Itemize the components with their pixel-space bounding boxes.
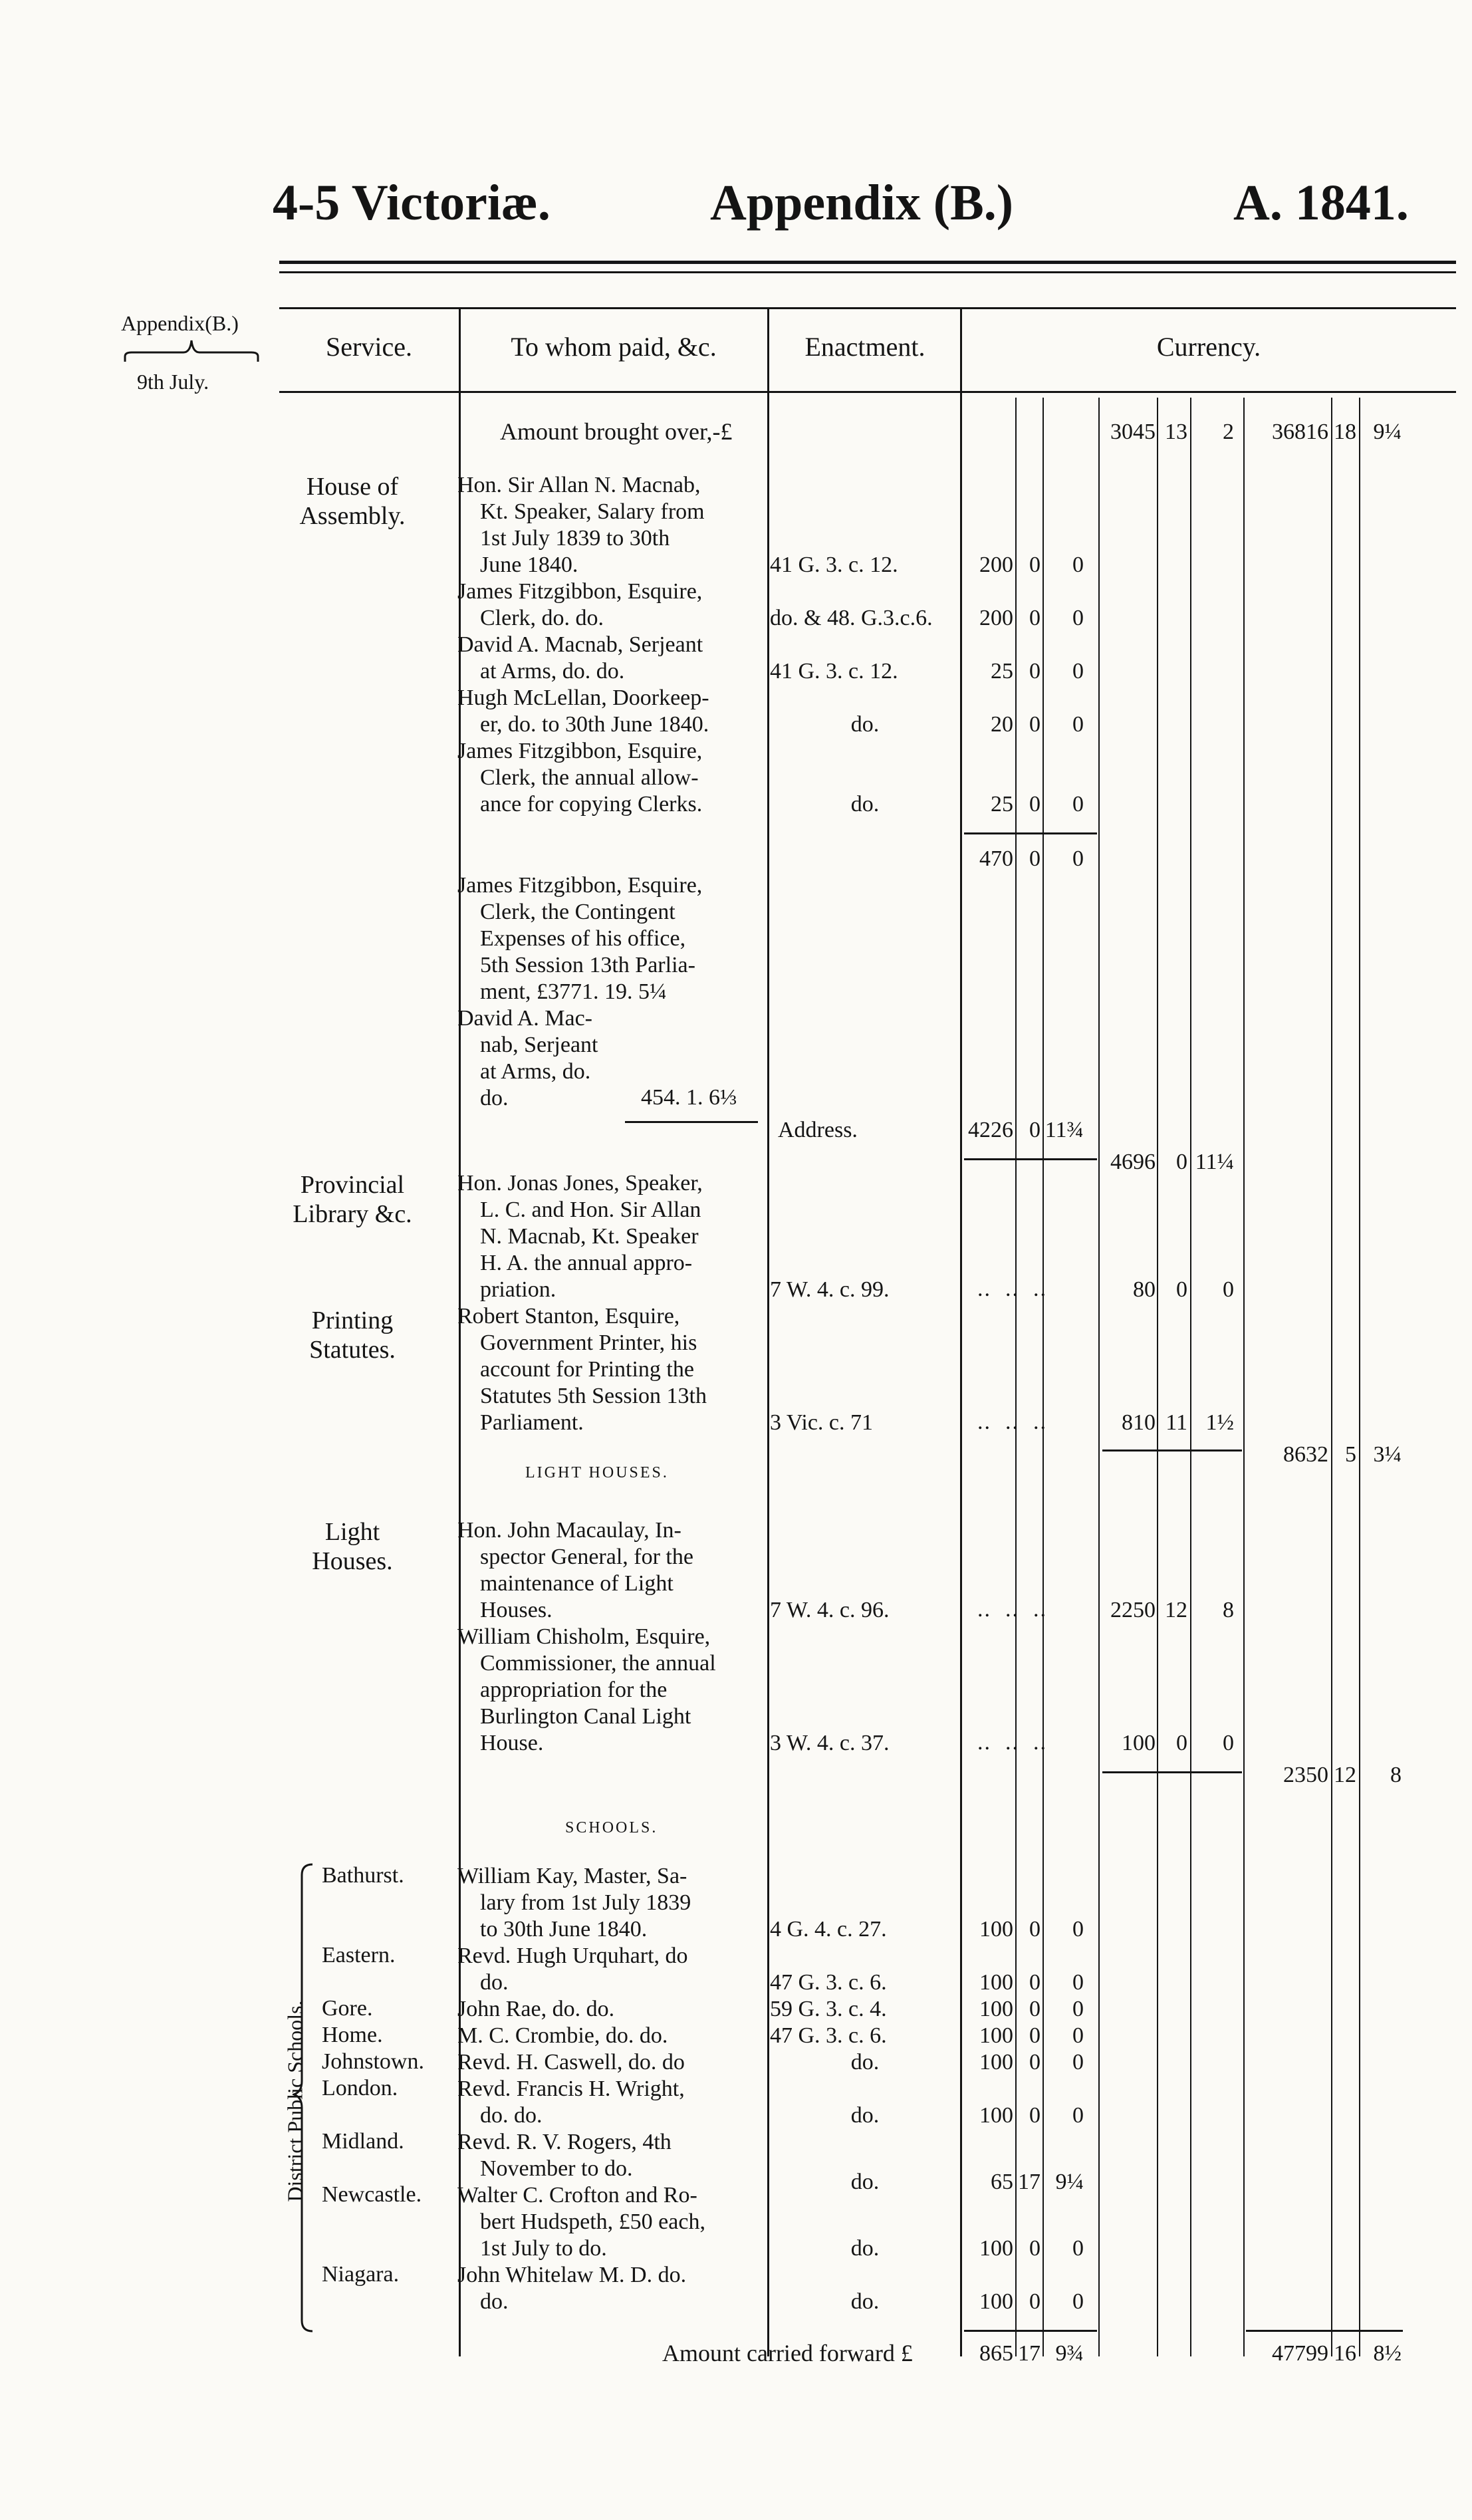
total-pounds: 4696 [1110,1150,1156,1174]
margin-note-date: 9th July. [137,370,209,394]
payee-entry: John Whitelaw M. D. do. do. [457,2263,687,2314]
subtotal-rule [964,832,1097,834]
enactment: do. [850,2103,880,2128]
amount-pounds: 100 [979,2050,1013,2075]
enactment: 3 W. 4. c. 37. [770,1731,890,1755]
amount-pence: 0 [1072,1917,1084,1942]
enactment: 59 G. 3. c. 4. [770,1997,887,2021]
amount-pounds: 80 [1133,1277,1156,1302]
amount-pounds: 200 [979,606,1013,630]
page-header-left: 4-5 Victoriæ. [273,175,551,231]
amount-pounds: 20 [991,712,1013,737]
amount-pence: 8½ [1373,2341,1402,2366]
amount-pence: 2 [1223,420,1234,444]
subtotal-rule [1102,1449,1242,1451]
section-title-light-houses: LIGHT HOUSES. [525,1464,669,1481]
enactment: do. [850,2050,880,2075]
carried-forward-label: Amount carried forward £ [662,2340,913,2366]
subtotal-rule [1102,1771,1242,1773]
district-name: Johnstown. [322,2049,424,2074]
amount-pence: 0 [1072,2050,1084,2075]
table-top-rule [279,307,1456,309]
amount-pence: 0 [1072,2289,1084,2314]
amount-pounds: 65 [991,2170,1013,2194]
amount-shillings: 0 [1029,606,1041,630]
amount-pounds: 47799 [1272,2341,1328,2366]
amount-pounds: 100 [979,2103,1013,2128]
amount-pence: 0 [1223,1277,1234,1302]
amount-shillings: 0 [1176,1277,1187,1302]
column-header-service: Service. [326,332,412,362]
enactment: do. [850,2236,880,2261]
enactment: 3 Vic. c. 71 [770,1410,874,1435]
brought-over-label: Amount brought over,-£ [500,418,733,445]
amount-shillings: 12 [1165,1598,1187,1622]
amount-pence: 0 [1072,2103,1084,2128]
amount-shillings: 0 [1029,1917,1041,1942]
enactment: 41 G. 3. c. 12. [770,659,898,684]
total-pence: 11¼ [1195,1150,1234,1174]
amount-shillings: 0 [1029,712,1041,737]
amount-pounds: 100 [1122,1731,1156,1755]
amount-pence: 9¾ [1055,2341,1084,2366]
margin-brace-icon [122,338,262,364]
district-name: Bathurst. [322,1863,404,1888]
amount-pence: 0 [1072,553,1084,577]
total-pounds: 8632 [1283,1442,1328,1467]
amount-shillings: 0 [1029,2103,1041,2128]
amount-pounds: 100 [979,2023,1013,2048]
enactment: 7 W. 4. c. 99. [770,1277,890,1302]
amount-pounds: 100 [979,2236,1013,2261]
column-header-to-whom: To whom paid, &c. [511,332,717,362]
service-light-houses: Light Houses. [312,1518,393,1575]
service-house-of-assembly: House of Assembly. [299,473,406,530]
enactment: do. & 48. G.3.c.6. [770,606,933,630]
payee-entry: Revd. Hugh Urquhart, do do. [457,1944,688,1995]
amount-pounds: 100 [979,1970,1013,1995]
amount-pence: 9¼ [1055,2170,1084,2194]
leader-dots: .. .. .. [977,1277,1047,1301]
amount-shillings: 18 [1334,420,1356,444]
district-name: Midland. [322,2129,404,2154]
district-name: Home. [322,2023,383,2047]
service-printing-statutes: Printing Statutes. [309,1307,396,1364]
payee-entry: Revd. R. V. Rogers, 4th November to do. [457,2130,672,2181]
amount-pence: 0 [1072,1997,1084,2021]
leader-dots: .. .. .. [977,1730,1047,1755]
column-divider [1098,398,1100,2356]
enactment: do. [850,2170,880,2194]
enactment: 47 G. 3. c. 6. [770,1970,887,1995]
enactment: do. [850,712,880,737]
district-name: Gore. [322,1996,373,2021]
column-divider [1359,398,1360,2356]
amount-pounds: 810 [1122,1410,1156,1435]
header-rule-thin [279,271,1456,273]
amount-shillings: 0 [1029,2236,1041,2261]
district-name: Newcastle. [322,2182,422,2207]
column-header-enactment: Enactment. [804,332,925,362]
contingent-rule [625,1121,758,1123]
subtotal-pounds: 470 [979,846,1013,871]
amount-pence: 0 [1072,2236,1084,2261]
payee-entry: John Rae, do. do. [457,1997,615,2021]
amount-shillings: 0 [1029,2050,1041,2075]
amount-shillings: 0 [1029,659,1041,684]
amount-shillings: 0 [1176,1731,1187,1755]
district-name: London. [322,2076,398,2100]
amount-shillings: 0 [1029,1970,1041,1995]
amount-pounds: 36816 [1272,420,1328,444]
column-divider [767,307,769,2356]
amount-shillings: 0 [1029,2023,1041,2048]
contingent-serjeant-amount: 454. 1. 6⅓ [641,1085,737,1110]
amount-shillings: 17 [1018,2170,1041,2194]
amount-pounds: 4226 [968,1118,1013,1142]
column-divider [1190,398,1191,2356]
amount-pounds: 100 [979,1997,1013,2021]
amount-pence: 8 [1223,1598,1234,1622]
amount-pence: 0 [1072,1970,1084,1995]
schools-bracket-label: District Public Schools. [283,2000,307,2202]
column-divider [1243,398,1245,2356]
amount-shillings: 0 [1029,1997,1041,2021]
payee-entry: James Fitzgibbon, Esquire, Clerk, the annual allow- ance for copying Clerks. [457,739,703,817]
payee-entry: Hon. Jonas Jones, Speaker, L. C. and Hon. Sir Allan N. Macnab, Kt. Speaker H. A. the annual appro- priation. [457,1171,703,1302]
payee-entry: David A. Macnab, Serjeant at Arms, do. do. [457,632,703,684]
payee-entry: Revd. H. Caswell, do. do [457,2050,685,2075]
district-name: Eastern. [322,1943,396,1967]
amount-shillings: 0 [1029,1118,1041,1142]
subtotal-shillings: 0 [1029,846,1041,871]
district-name: Niagara. [322,2262,400,2287]
payee-entry: William Chisholm, Esquire, Commissioner, the annual appropriation for the Burlington Canal Light House. [457,1624,716,1755]
enactment: 4 G. 4. c. 27. [770,1917,887,1942]
amount-pence: 0 [1072,792,1084,817]
amount-shillings: 0 [1029,792,1041,817]
amount-pounds: 200 [979,553,1013,577]
amount-pence: 11¾ [1044,1118,1084,1142]
enactment: 47 G. 3. c. 6. [770,2023,887,2048]
amount-pence: 0 [1072,712,1084,737]
amount-pounds: 2250 [1110,1598,1156,1622]
section-title-schools: SCHOOLS. [565,1819,658,1836]
payee-entry: Walter C. Crofton and Ro- bert Hudspeth, £50 each, 1st July to do. [457,2183,705,2261]
amount-pence: 0 [1072,606,1084,630]
amount-pounds: 3045 [1110,420,1156,444]
column-header-rule [279,391,1456,393]
enactment: 41 G. 3. c. 12. [770,553,898,577]
payee-entry: William Kay, Master, Sa- lary from 1st July 1839 to 30th June 1840. [457,1864,691,1942]
payee-entry: Revd. Francis H. Wright, do. do. [457,2077,685,2128]
amount-pounds: 100 [979,1917,1013,1942]
amount-shillings: 11 [1165,1410,1187,1435]
amount-pence: 0 [1072,2023,1084,2048]
page-header-center: Appendix (B.) [710,175,1014,231]
amount-pounds: 100 [979,2289,1013,2314]
subtotal-rule [964,2330,1097,2332]
amount-pence: 0 [1072,659,1084,684]
amount-pence: 1½ [1205,1410,1234,1435]
column-divider [1157,398,1158,2356]
amount-pence: 0 [1223,1731,1234,1755]
amount-pounds: 865 [979,2341,1013,2366]
service-provincial-library: Provincial Library &c. [293,1171,412,1228]
payee-entry: M. C. Crombie, do. do. [457,2023,668,2048]
total-shillings: 5 [1345,1442,1356,1467]
enactment: 7 W. 4. c. 96. [770,1598,890,1622]
amount-shillings: 17 [1018,2341,1041,2366]
amount-pounds: 25 [991,659,1013,684]
payee-entry: James Fitzgibbon, Esquire, Clerk, do. do. [457,579,703,630]
margin-note-appendix: Appendix(B.) [121,311,239,335]
leader-dots: .. .. .. [977,1410,1047,1434]
column-divider [1331,398,1332,2356]
total-shillings: 0 [1176,1150,1187,1174]
subtotal-pence: 0 [1072,846,1084,871]
payee-entry: Hon. John Macaulay, In- spector General, for the maintenance of Light Houses. [457,1518,693,1622]
amount-shillings: 0 [1029,553,1041,577]
amount-shillings: 13 [1165,420,1187,444]
total-pounds: 2350 [1283,1763,1328,1787]
amount-pounds: 25 [991,792,1013,817]
page-header-right: A. 1841. [1233,175,1409,231]
amount-shillings: 0 [1029,2289,1041,2314]
subtotal-rule [964,1158,1097,1160]
leader-dots: .. .. .. [977,1597,1047,1622]
payee-entry-contingent: James Fitzgibbon, Esquire, Clerk, the Contingent Expenses of his office, 5th Session 13th Parlia- ment, £3771. 19. 5¼ David A. Mac- nab, Serjeant at Arms, do. do. [457,873,703,1110]
payee-entry: Hugh McLellan, Doorkeep- er, do. to 30th June 1840. [457,686,709,737]
total-pence: 8 [1390,1763,1402,1787]
enactment: do. [850,792,880,817]
enactment: Address. [778,1118,858,1142]
header-rule-thick [279,261,1456,264]
amount-shillings: 16 [1334,2341,1356,2366]
column-header-currency: Currency. [1156,332,1261,362]
payee-entry: Hon. Sir Allan N. Macnab, Kt. Speaker, Salary from 1st July 1839 to 30th June 1840. [457,473,705,577]
total-shillings: 12 [1334,1763,1356,1787]
total-pence: 3¼ [1373,1442,1402,1467]
enactment: do. [850,2289,880,2314]
amount-pence: 9¼ [1373,420,1402,444]
payee-entry: Robert Stanton, Esquire, Government Printer, his account for Printing the Statutes 5th Session 13th Parliament. [457,1304,707,1435]
subtotal-rule [1246,2330,1403,2332]
